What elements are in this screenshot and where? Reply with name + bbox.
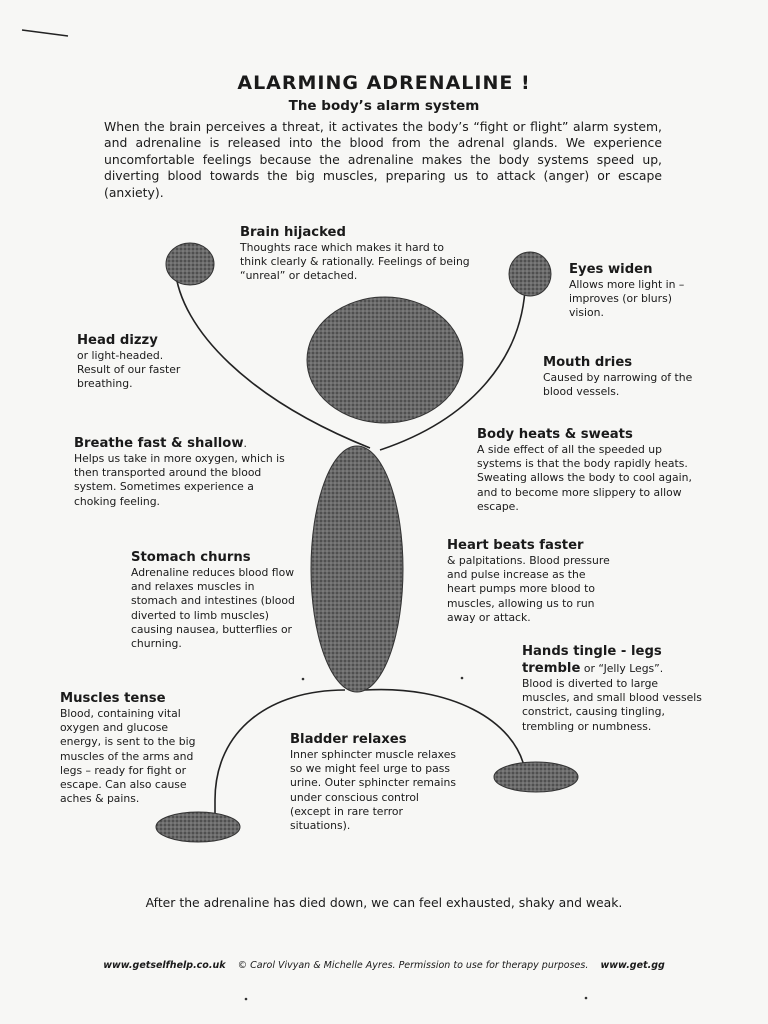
label-brain (240, 224, 470, 284)
label-heading: Heart beats faster (447, 538, 584, 553)
left-hand-shape (166, 243, 214, 285)
label-heart (447, 537, 617, 625)
label-body: Blood, containing vital oxygen and glucose energy, is sent to the big muscles of the arms and legs – ready for fight or escape. Can also cause aches & pains. (60, 707, 196, 806)
scan-speck (245, 998, 248, 1001)
label-body: A side effect of all the speeded up systems is that the body rapidly heats. Sweating allows the body to cool again, and to become more slippery to allow escape. (477, 443, 692, 513)
right-foot-shape (494, 762, 578, 792)
scan-speck (461, 677, 464, 680)
label-body: Thoughts race which makes it hard to think clearly & rationally. Feelings of being “unreal” or detached. (240, 241, 470, 283)
label-heading-line1: Hands tingle - legs (522, 644, 662, 659)
label-heading: Eyes widen (569, 262, 653, 277)
label-heading: Brain hijacked (240, 225, 346, 240)
head-shape (307, 297, 463, 423)
label-body: & palpitations. Blood pressure and pulse increase as the heart pumps more blood to muscles, allowing us to run away or attack. (447, 554, 610, 624)
scan-speck (302, 678, 305, 681)
scan-speck (585, 997, 588, 1000)
label-hands-legs (522, 643, 702, 734)
right-hand-shape (509, 252, 551, 296)
label-stomach (131, 549, 296, 651)
intro-paragraph: When the brain perceives a threat, it activates the body’s “fight or flight” alarm system, and adrenaline is released into the blood from the adrenal glands. We experience uncomfortable feelings because the adrenaline makes the body systems speed up, diverting blood towards the big muscles, preparing us to attack (anger) or escape (anxiety). (104, 119, 662, 200)
label-mouth (543, 354, 703, 399)
label-heading: Body heats & sweats (477, 427, 633, 442)
label-heading-aside: or “Jelly Legs”. (580, 662, 664, 675)
label-heading: Stomach churns (131, 550, 251, 565)
label-heading: Breathe fast & shallow (74, 436, 244, 451)
label-heading-line2: tremble (522, 661, 581, 676)
label-breathe (74, 435, 294, 509)
label-heading: Muscles tense (60, 691, 166, 706)
copyright-text: © Carol Vivyan & Michelle Ayres. Permission to use for therapy purposes. (237, 960, 589, 971)
label-muscles (60, 690, 202, 806)
page-subtitle: The body’s alarm system (288, 98, 480, 114)
footer-note: After the adrenaline has died down, we can feel exhausted, shaky and weak. (145, 895, 623, 910)
label-body: Caused by narrowing of the blood vessels. (543, 371, 693, 399)
label-body: or light-headed. Result of our faster breathing. (77, 349, 181, 391)
torso-shape (311, 446, 403, 692)
label-heat (477, 426, 702, 514)
credits-line (0, 960, 768, 971)
label-head (77, 332, 197, 392)
site-link-2[interactable]: www.get.gg (600, 960, 665, 971)
label-body: Inner sphincter muscle relaxes so we might feel urge to pass urine. Outer sphincter remains under conscious control (except in rare terror situations). (290, 748, 457, 833)
label-heading: Bladder relaxes (290, 732, 407, 747)
corner-scan-mark (22, 30, 68, 36)
label-heading: Mouth dries (543, 355, 633, 370)
label-body: Helps us take in more oxygen, which is then transported around the blood system. Sometimes experience a choking feeling. (74, 452, 285, 508)
label-heading-suffix: . (243, 437, 247, 450)
label-body: Blood is diverted to large muscles, and small blood vessels constrict, causing tingling, trembling or numbness. (522, 677, 702, 733)
site-link-1[interactable]: www.getselfhelp.co.uk (103, 960, 226, 971)
label-body: Allows more light in – improves (or blurs) vision. (569, 278, 685, 320)
page-title: ALARMING ADRENALINE ! (237, 72, 531, 94)
label-eyes (569, 261, 704, 321)
label-heading: Head dizzy (77, 333, 158, 348)
label-bladder (290, 731, 462, 833)
label-body: Adrenaline reduces blood flow and relaxes muscles in stomach and intestines (blood diverted to limb muscles) causing nausea, butterflies or churning. (131, 566, 295, 651)
left-foot-shape (156, 812, 240, 842)
